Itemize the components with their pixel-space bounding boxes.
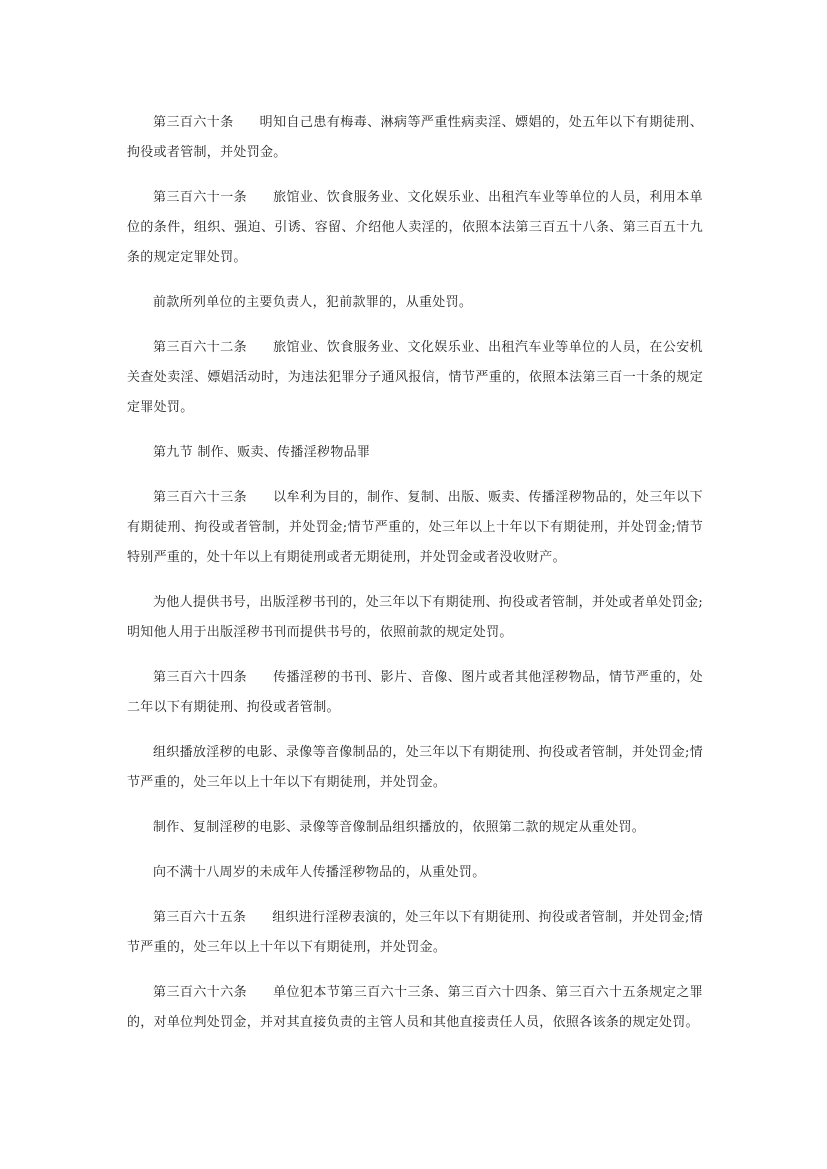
article-paragraph [127, 108, 703, 168]
article-number: 第三百六十五条 [153, 910, 247, 925]
article-paragraph [127, 183, 703, 273]
article-number: 第三百六十条 [153, 115, 234, 130]
section-heading: 第九节 制作、贩卖、传播淫秽物品罪 [153, 445, 371, 460]
article-text: 明知自己患有梅毒、淋病等严重性病卖淫、嫖娼的，处五年以下有期徒刑、拘役或者管制，并处罚金。 [127, 115, 703, 160]
clause-paragraph [127, 858, 703, 888]
article-paragraph [127, 483, 703, 573]
article-text: 单位犯本节第三百六十三条、第三百六十四条、第三百六十五条规定之罪的，对单位判处罚金，并对其直接负责的主管人员和其他直接责任人员，依照各该条的规定处罚。 [127, 985, 703, 1030]
article-paragraph [127, 903, 703, 963]
article-text: 旅馆业、饮食服务业、文化娱乐业、出租汽车业等单位的人员，利用本单位的条件，组织、强迫、引诱、容留、介绍他人卖淫的，依照本法第三百五十八条、第三百五十九条的规定定罪处罚。 [127, 190, 703, 265]
clause-text: 前款所列单位的主要负责人，犯前款罪的，从重处罚。 [153, 295, 473, 310]
clause-text: 为他人提供书号，出版淫秽书刊的，处三年以下有期徒刑、拘役或者管制，并处或者单处罚金;明知他人用于出版淫秽书刊而提供书号的，依照前款的规定处罚。 [127, 595, 703, 640]
article-paragraph [127, 663, 703, 723]
article-text: 传播淫秽的书刊、影片、音像、图片或者其他淫秽物品，情节严重的，处二年以下有期徒刑、拘役或者管制。 [127, 670, 703, 715]
article-text: 以牟利为目的，制作、复制、出版、贩卖、传播淫秽物品的，处三年以下有期徒刑、拘役或者管制，并处罚金;情节严重的，处三年以上十年以下有期徒刑，并处罚金;情节特别严重的，处十年以上有期徒刑或者无期徒刑，并处罚金或者没收财产。 [127, 490, 703, 565]
clause-paragraph [127, 288, 703, 318]
clause-text: 向不满十八周岁的未成年人传播淫秽物品的，从重处罚。 [153, 865, 486, 880]
article-number: 第三百六十六条 [153, 985, 248, 1000]
document-page [127, 108, 703, 1053]
article-number: 第三百六十四条 [153, 670, 248, 685]
clause-paragraph [127, 738, 703, 798]
clause-text: 组织播放淫秽的电影、录像等音像制品的，处三年以下有期徒刑、拘役或者管制，并处罚金;情节严重的，处三年以上十年以下有期徒刑，并处罚金。 [127, 745, 703, 790]
article-number: 第三百六十一条 [153, 190, 248, 205]
article-number: 第三百六十二条 [153, 340, 248, 355]
clause-text: 制作、复制淫秽的电影、录像等音像制品组织播放的，依照第二款的规定从重处罚。 [153, 820, 646, 835]
article-text: 组织进行淫秽表演的，处三年以下有期徒刑、拘役或者管制，并处罚金;情节严重的，处三年以上十年以下有期徒刑，并处罚金。 [127, 910, 703, 955]
article-text: 旅馆业、饮食服务业、文化娱乐业、出租汽车业等单位的人员，在公安机关查处卖淫、嫖娼活动时，为违法犯罪分子通风报信，情节严重的，依照本法第三百一十条的规定定罪处罚。 [127, 340, 703, 415]
clause-paragraph [127, 813, 703, 843]
article-number: 第三百六十三条 [153, 490, 248, 505]
article-paragraph [127, 978, 703, 1038]
article-paragraph [127, 333, 703, 423]
clause-paragraph [127, 588, 703, 648]
